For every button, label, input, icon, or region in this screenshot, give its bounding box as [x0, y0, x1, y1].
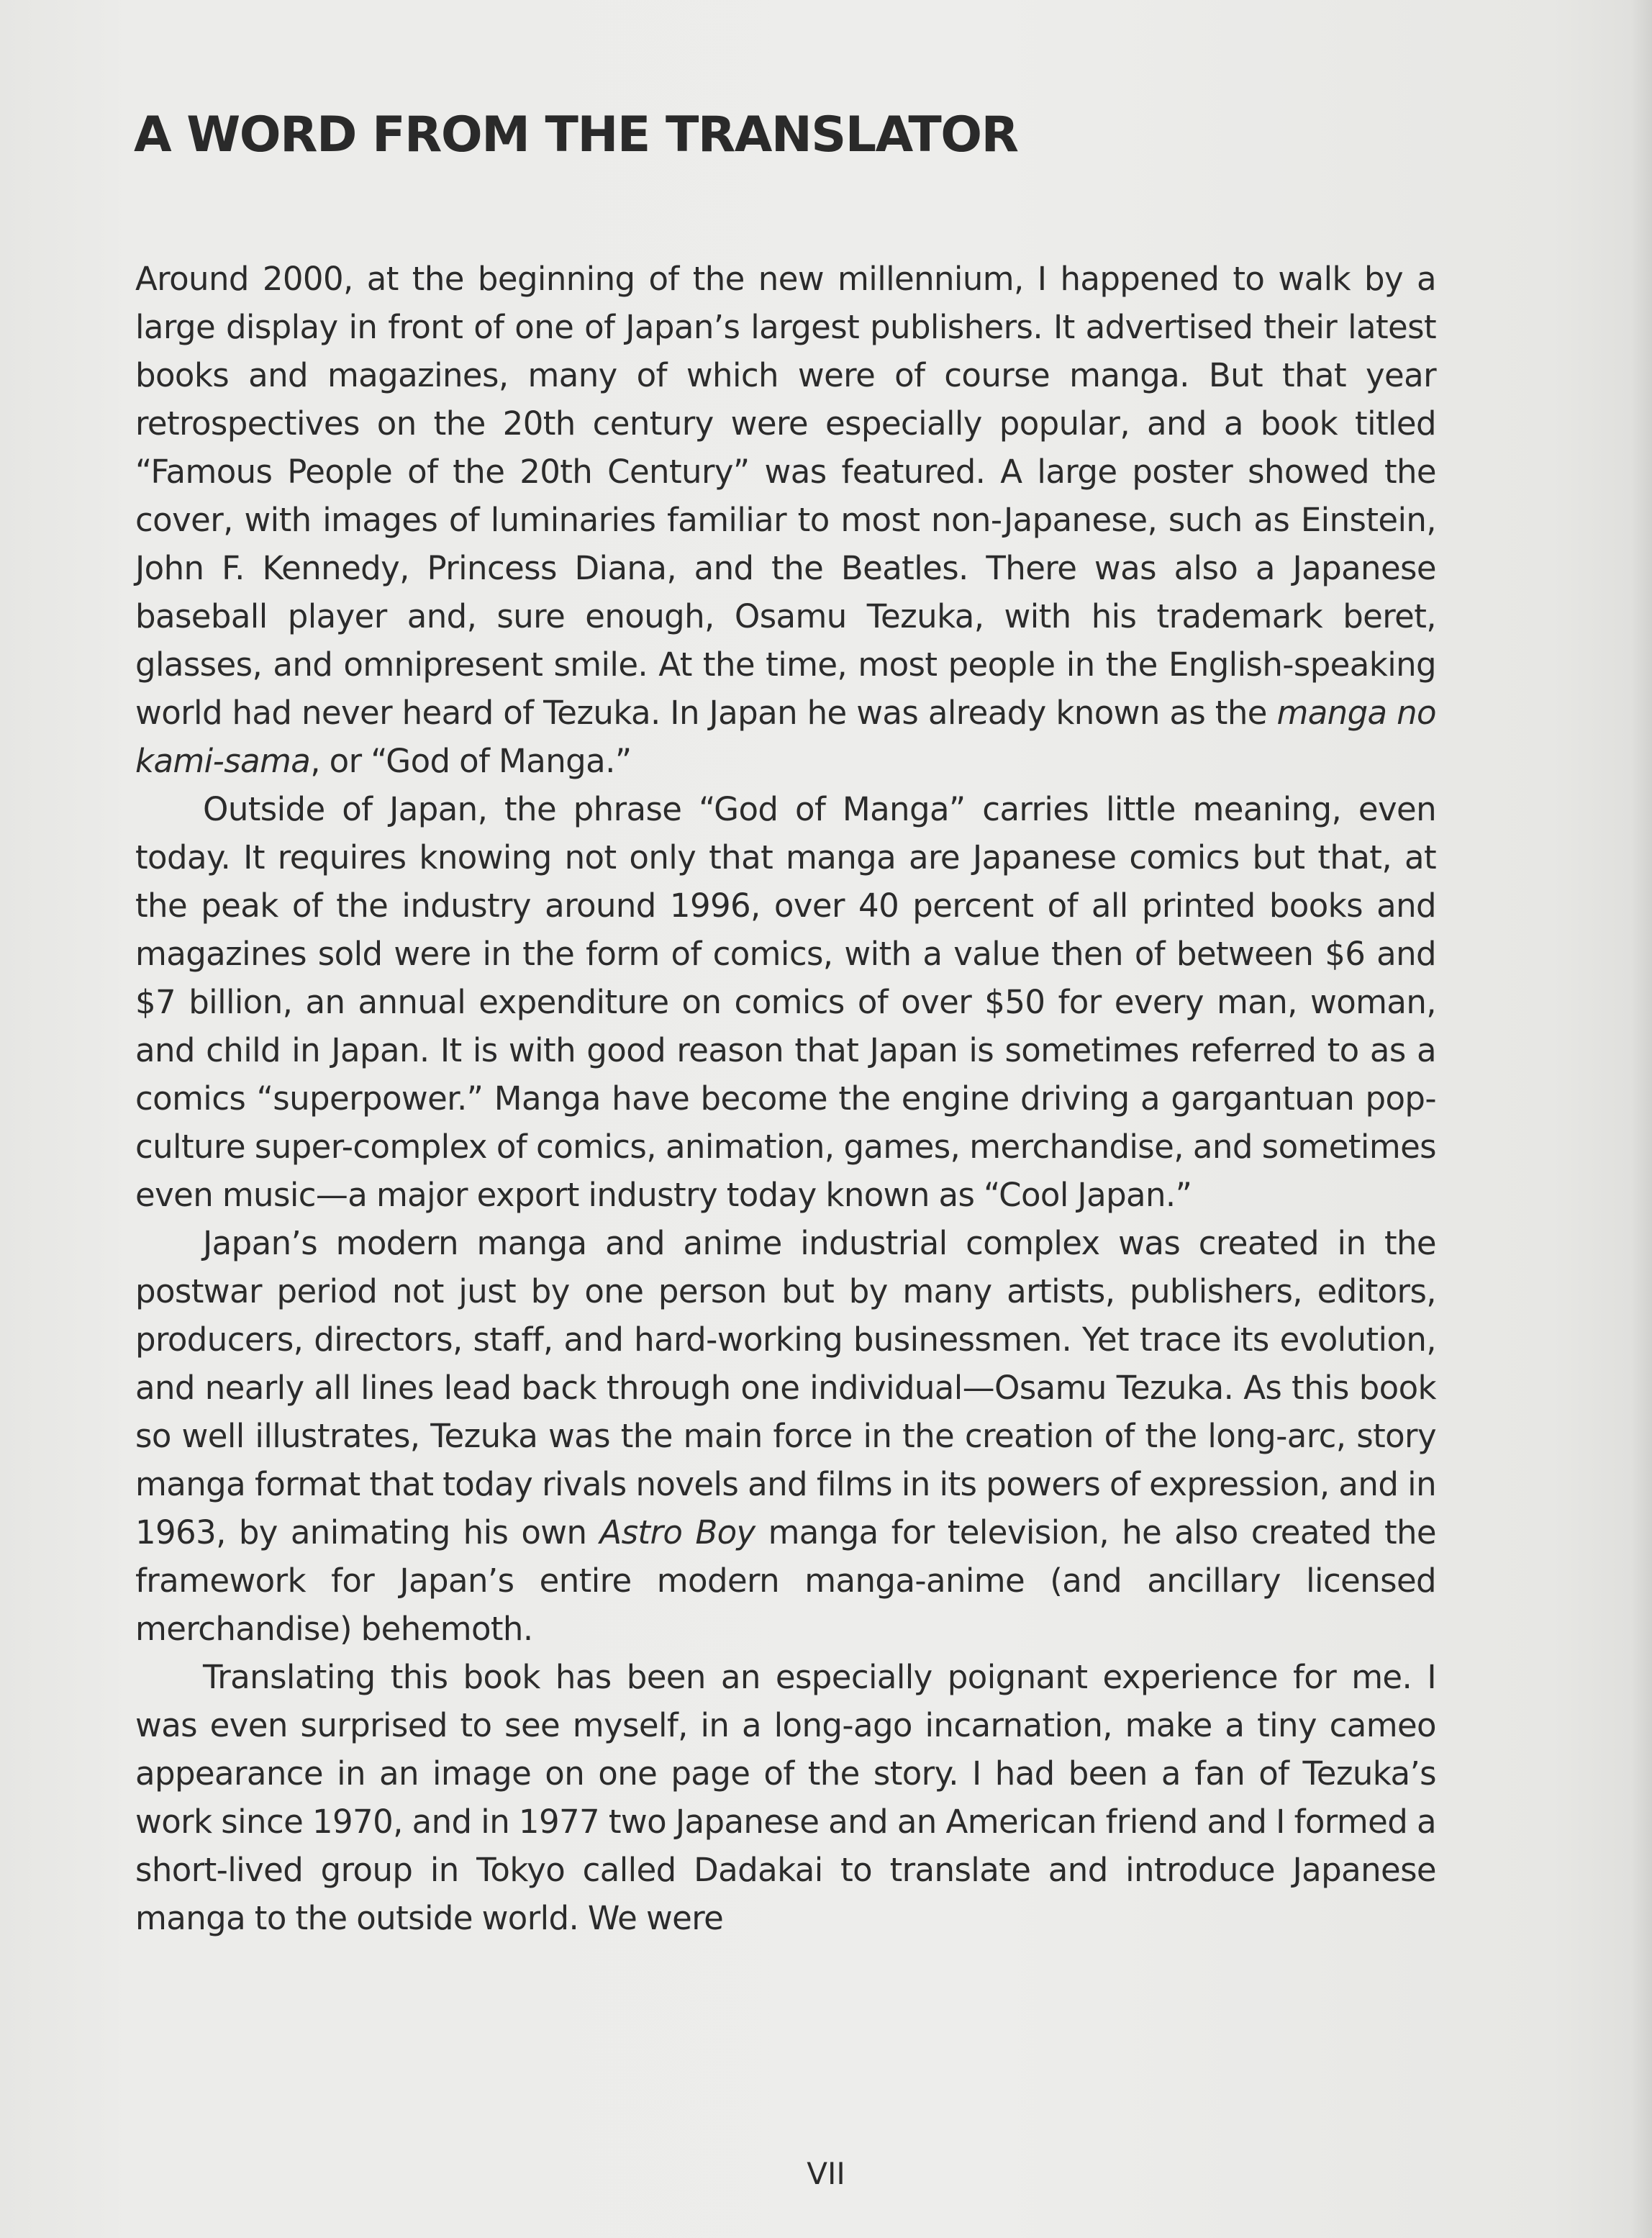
body-text — [135, 255, 1436, 1942]
paragraph-4 — [135, 1653, 1436, 1942]
page-edge-shadow — [1630, 0, 1652, 2238]
paragraph-3 — [135, 1219, 1436, 1653]
paragraph-3-italic-title: Astro Boy — [599, 1513, 755, 1551]
paragraph-1 — [135, 255, 1436, 785]
paragraph-1-text-a: Around 2000, at the beginning of the new millennium, I happened to walk by a large display in front of one of Japan’s largest publishers. It advertised their latest books and magazines, many of which were of course manga. But that year retrospectives on the 20th century were especially popular, and a book titled “Famous People of the 20th Century” was featured. A large poster showed the cover, with images of luminaries familiar to most non-Japanese, such as Einstein, John F. Kennedy, Princess Diana, and the Beatles. There was also a Japanese baseball player and, sure enough, Osamu Tezuka, with his trademark beret, glasses, and omnipresent smile. At the time, most people in the English-speaking world had never heard of Tezuka. In Japan he was already known as the — [135, 260, 1436, 732]
paragraph-2 — [135, 785, 1436, 1219]
paragraph-1-italic-term: manga no kami-sama — [135, 694, 1436, 780]
page-number: VII — [807, 2156, 845, 2191]
page-title: A WORD FROM THE TRANSLATOR — [134, 107, 1018, 163]
paragraph-3-text-b: manga for television, he also created the framework for Japan’s entire modern manga-anime (and ancillary licensed merchandise) behemoth. — [135, 1513, 1436, 1648]
paragraph-2-text: Outside of Japan, the phrase “God of Manga” carries little meaning, even today. It requires knowing not only that manga are Japanese comics but that, at the peak of the industry around 1996, over 40 percent of all printed books and magazines sold were in the form of comics, with a value then of between $6 and $7 billion, an annual expenditure on comics of over $50 for every man, woman, and child in Japan. It is with good reason that Japan is sometimes referred to as a comics “superpower.” Manga have become the engine driving a gargantuan pop-culture super-complex of comics, animation, games, merchandise, and sometimes even music—a major export industry today known as “Cool Japan.” — [135, 790, 1436, 1214]
paragraph-4-text: Translating this book has been an especially poignant experience for me. I was even surprised to see myself, in a long-ago incarnation, make a tiny cameo appearance in an image on one page of the story. I had been a fan of Tezuka’s work since 1970, and in 1977 two Japanese and an American friend and I formed a short-lived group in Tokyo called Dadakai to translate and introduce Japanese manga to the outside world. We were — [135, 1658, 1436, 1937]
paragraph-3-text-a: Japan’s modern manga and anime industrial complex was created in the postwar period not just by one person but by many artists, publishers, editors, producers, directors, staff, and hard-working businessmen. Yet trace its evolution, and nearly all lines lead back through one individual—Osamu Tezuka. As this book so well illustrates, Tezuka was the main force in the creation of the long-arc, story manga format that today rivals novels and films in its powers of expression, and in 1963, by animating his own — [135, 1224, 1436, 1551]
paragraph-1-text-b: , or “God of Manga.” — [310, 742, 632, 780]
